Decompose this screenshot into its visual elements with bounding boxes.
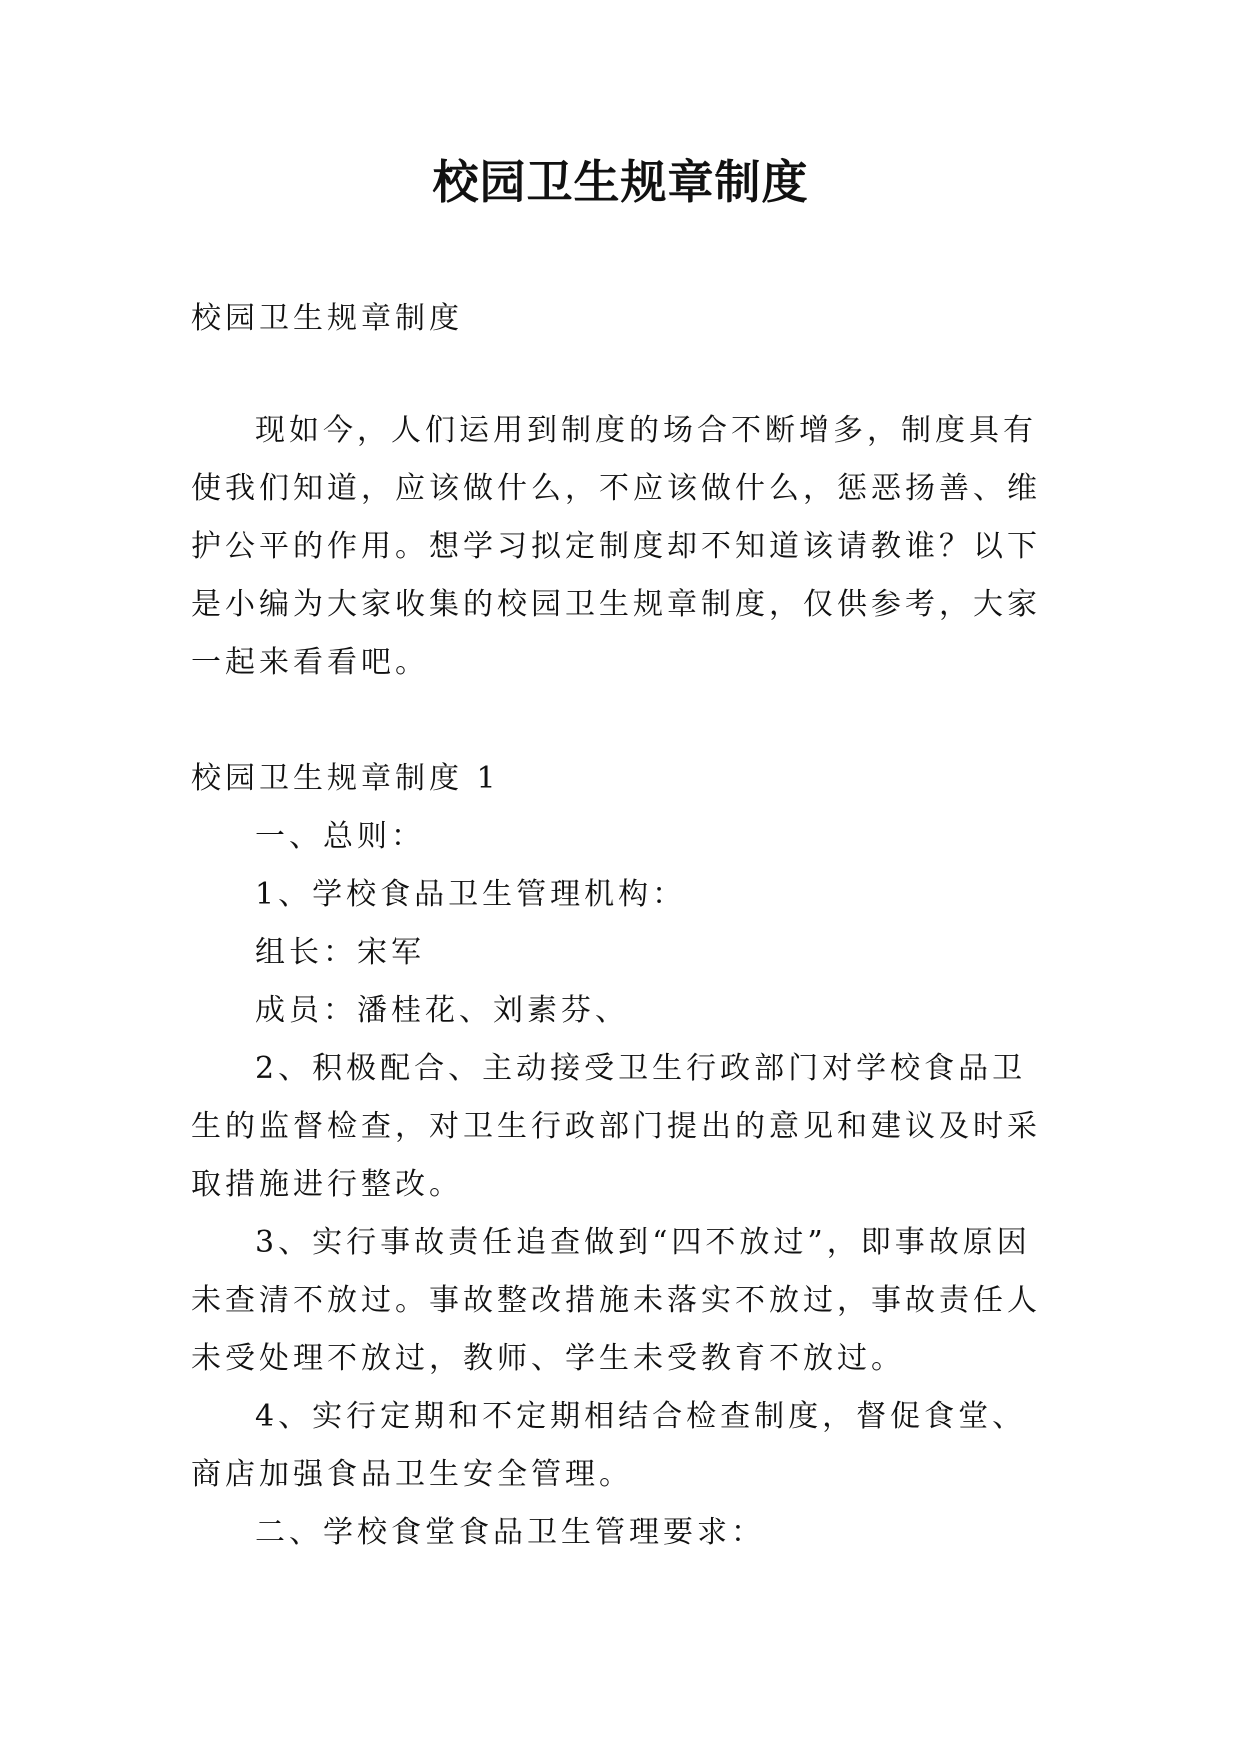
intro-paragraph: 现如今，人们运用到制度的场合不断增多，制度具有使我们知道，应该做什么，不应该做什么，惩恶扬善、维护公平的作用。想学习拟定制度却不知道该请教谁？以下是小编为大家收集的校园卫生规章制度，仅供参考，大家一起来看看吧。 — [191, 413, 1041, 680]
paragraph-inspection: 4、实行定期和不定期相结合检查制度，督促食堂、商店加强食品卫生安全管理。 — [191, 1399, 1027, 1492]
section-title: 校园卫生规章制度 1 — [191, 761, 500, 796]
document-title: 校园卫生规章制度 — [432, 155, 809, 209]
document-subtitle: 校园卫生规章制度 — [191, 301, 463, 336]
section-block — [191, 750, 1051, 1562]
paragraph-canteen-requirements: 二、学校食堂食品卫生管理要求： — [255, 1515, 765, 1550]
paragraph-accountability: 3、实行事故责任追查做到“四不放过”，即事故原因未查清不放过。事故整改措施未落实不放过，事故责任人未受处理不放过，教师、学生未受教育不放过。 — [191, 1225, 1041, 1376]
paragraph-general-principles: 一、总则： — [255, 819, 425, 854]
paragraph-management-organization: 1、学校食品卫生管理机构： — [255, 877, 687, 912]
paragraph-members: 成员：潘桂花、刘素芬、 — [255, 993, 629, 1028]
intro-paragraph-block — [191, 402, 1051, 692]
paragraph-group-leader: 组长：宋军 — [255, 935, 425, 970]
paragraph-cooperation: 2、积极配合、主动接受卫生行政部门对学校食品卫生的监督检查，对卫生行政部门提出的意见和建议及时采取措施进行整改。 — [191, 1051, 1041, 1202]
